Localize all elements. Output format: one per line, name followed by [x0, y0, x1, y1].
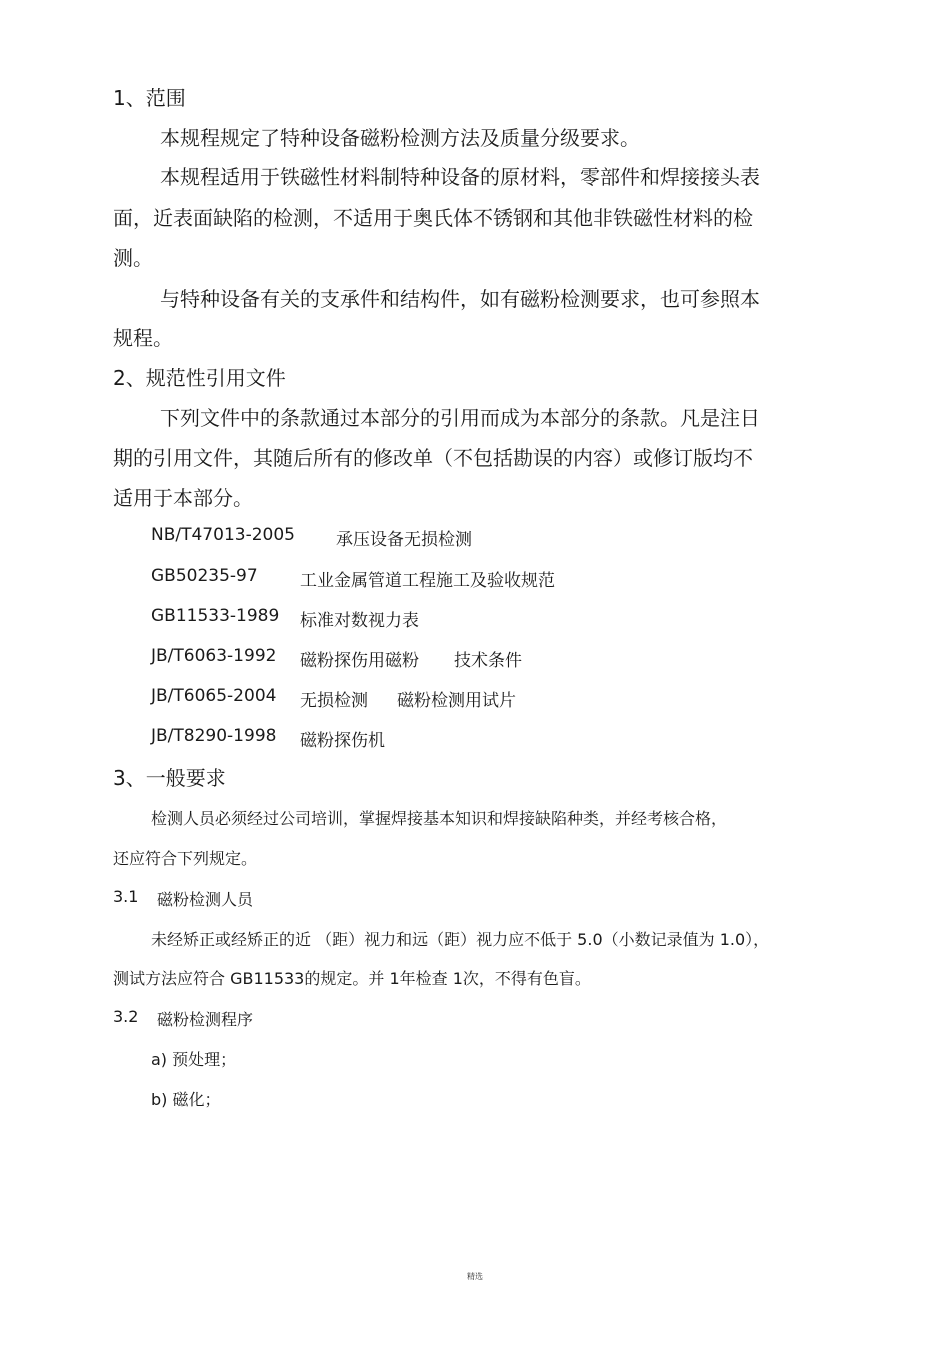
- section-1-heading: 1、范围: [113, 86, 186, 110]
- subsection-3-1-paragraph-line-1: 未经矫正或经矫正的近 （距）视力和远（距）视力应不低于 5.0（小数记录值为 1.0），: [151, 930, 770, 949]
- procedure-list-item: a) 预处理；: [151, 1050, 237, 1069]
- section-2-paragraph-line-1: 下列文件中的条款通过本部分的引用而成为本部分的条款。凡是注日: [160, 406, 760, 430]
- section-1-paragraph-2-line-3: 测。: [113, 246, 153, 270]
- reference-code: JB/T6065-2004: [151, 686, 277, 706]
- reference-row: [151, 525, 472, 550]
- section-1-paragraph-3-line-1: 与特种设备有关的支承件和结构件，如有磁粉检测要求，也可参照本: [160, 287, 760, 311]
- procedure-list-item: b) 磁化；: [151, 1090, 221, 1109]
- reference-row: [151, 566, 555, 591]
- section-3-heading: 3、一般要求: [113, 766, 226, 790]
- reference-row: [151, 646, 522, 671]
- section-2-paragraph-line-3: 适用于本部分。: [113, 486, 253, 510]
- reference-row: [151, 686, 516, 711]
- subsection-3-1-heading: [113, 887, 254, 909]
- reference-code: GB50235-97: [151, 566, 258, 586]
- reference-row: [151, 606, 419, 631]
- subsection-title: 磁粉检测人员: [157, 890, 254, 909]
- section-3-paragraph-line-2: 还应符合下列规定。: [113, 849, 258, 868]
- section-2-heading: 2、规范性引用文件: [113, 366, 286, 390]
- reference-title: 工业金属管道工程施工及验收规范: [300, 571, 555, 591]
- section-2-paragraph-line-2: 期的引用文件，其随后所有的修改单（不包括勘误的内容）或修订版均不: [113, 446, 753, 470]
- reference-title: 磁粉探伤机: [300, 731, 385, 751]
- reference-row: [151, 726, 385, 751]
- section-1-paragraph-2-line-2: 面，近表面缺陷的检测，不适用于奥氏体不锈钢和其他非铁磁性材料的检: [113, 206, 753, 230]
- section-3-paragraph-line-1: 检测人员必须经过公司培训，掌握焊接基本知识和焊接缺陷种类，并经考核合格，: [151, 809, 728, 828]
- subsection-3-1-paragraph-line-2: 测试方法应符合 GB11533的规定。并 1年检查 1次，不得有色盲。: [113, 969, 591, 988]
- reference-title: 标准对数视力表: [300, 611, 419, 631]
- subsection-3-2-heading: [113, 1007, 254, 1029]
- reference-title-suffix: 磁粉检测用试片: [397, 691, 516, 711]
- reference-title: 无损检测: [300, 691, 368, 711]
- section-1-paragraph-1: 本规程规定了特种设备磁粉检测方法及质量分级要求。: [160, 126, 640, 150]
- reference-code: GB11533-1989: [151, 606, 280, 626]
- subsection-number: 3.2: [113, 1007, 139, 1026]
- section-1-paragraph-3-line-2: 规程。: [113, 326, 173, 350]
- reference-code: JB/T8290-1998: [151, 726, 277, 746]
- page-footer: 精选: [467, 1272, 483, 1281]
- reference-title: 承压设备无损检测: [336, 530, 472, 550]
- reference-code: NB/T47013-2005: [151, 525, 295, 545]
- reference-code: JB/T6063-1992: [151, 646, 277, 666]
- section-1-paragraph-2-line-1: 本规程适用于铁磁性材料制特种设备的原材料，零部件和焊接接头表: [160, 165, 760, 189]
- subsection-title: 磁粉检测程序: [157, 1010, 254, 1029]
- subsection-number: 3.1: [113, 887, 139, 906]
- reference-title: 磁粉探伤用磁粉: [300, 651, 419, 671]
- reference-title-suffix: 技术条件: [454, 651, 522, 671]
